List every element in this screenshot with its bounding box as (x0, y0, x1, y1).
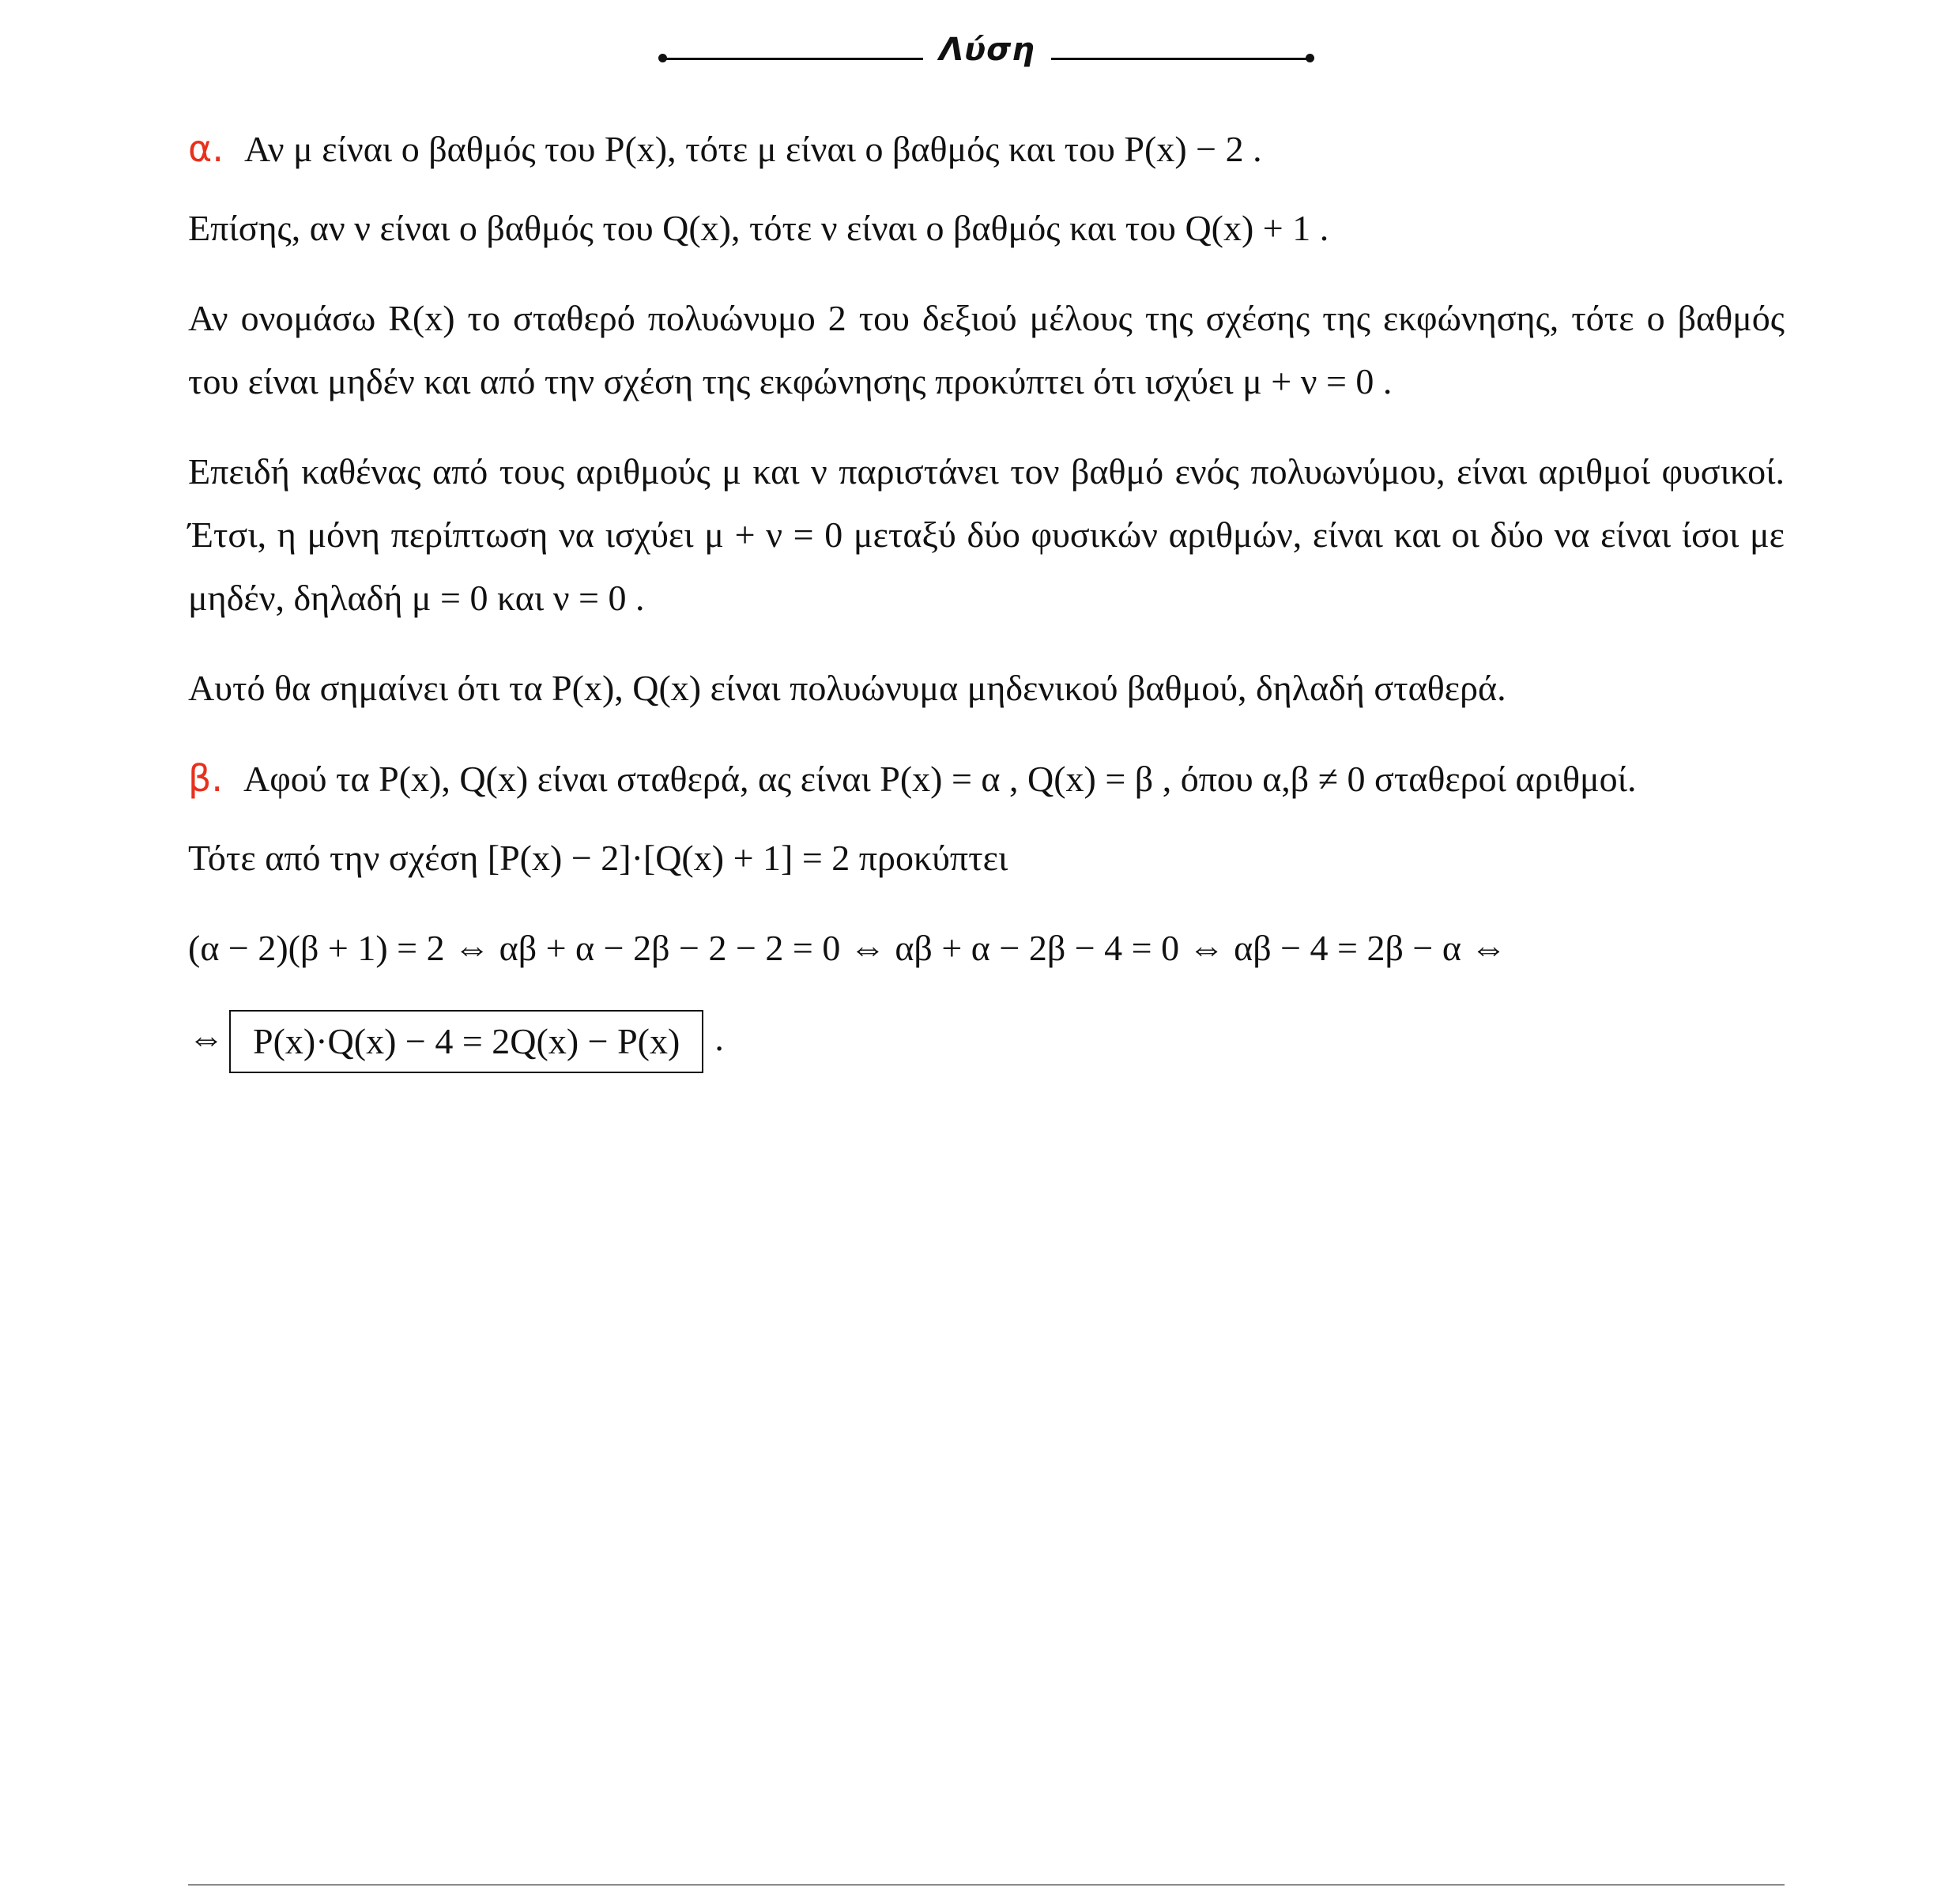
solution-body (188, 117, 1785, 1073)
part-a-label: α. (188, 127, 224, 170)
part-a-paragraph-1 (188, 117, 1785, 181)
part-b-paragraph-2: Τότε από την σχέση [P(x) − 2]·[Q(x) + 1] = 2 προκύπτει (188, 838, 1008, 878)
footer-rule (188, 1884, 1785, 1886)
header-title: Λύση (939, 32, 1035, 68)
part-b-paragraph-1 (188, 747, 1785, 811)
header-right-dot (1306, 54, 1314, 62)
part-b-equation-chain: (α − 2)(β + 1) = 2 ⇔ αβ + α − 2β − 2 − 2 = 0 ⇔ αβ + α − 2β − 4 = 0 ⇔ αβ − 4 = 2β − α ⇔ (188, 928, 1507, 968)
boxed-result: P(x)·Q(x) − 4 = 2Q(x) − P(x) (229, 1010, 703, 1073)
part-b-label: β. (188, 757, 223, 800)
header-left-rule (662, 58, 923, 60)
part-a-text-1: Αν μ είναι ο βαθμός του P(x), τότε μ είναι ο βαθμός και του P(x) − 2 . (243, 129, 1262, 169)
part-a-paragraph-5: Αυτό θα σημαίνει ότι τα P(x), Q(x) είναι πολυώνυμα μηδενικού βαθμού, δηλαδή σταθερά. (188, 668, 1506, 708)
equivalence-symbol: ⇔ (188, 1018, 224, 1058)
part-a-paragraph-2: Επίσης, αν ν είναι ο βαθμός του Q(x), τότε ν είναι ο βαθμός και του Q(x) + 1 . (188, 208, 1329, 248)
header-right-rule (1051, 58, 1312, 60)
final-period: . (714, 1018, 724, 1058)
part-a-paragraph-4: Επειδή καθένας από τους αριθμούς μ και ν παριστάνει τον βαθμό ενός πολυωνύμου, είναι αριθμοί φυσικοί. Έτσι, η μόνη περίπτωση να ισχύει μ + ν = 0 μεταξύ δύο φυσικών αριθμών, είναι και οι δύο να είναι ίσοι με μηδέν, δηλαδή μ = 0 και ν = 0 . (188, 451, 1785, 618)
part-b-text-1: Αφού τα P(x), Q(x) είναι σταθερά, ας είναι P(x) = α , Q(x) = β , όπου α,β ≠ 0 σταθεροί αριθμοί. (243, 759, 1637, 799)
final-result-line (188, 1007, 1785, 1073)
solution-header (0, 32, 1960, 79)
part-a-paragraph-3: Αν ονομάσω R(x) το σταθερό πολυώνυμο 2 του δεξιού μέλους της σχέσης της εκφώνησης, τότε ο βαθμός του είναι μηδέν και από την σχέση της εκφώνησης προκύπτει ότι ισχύει μ + ν = 0 . (188, 298, 1785, 401)
